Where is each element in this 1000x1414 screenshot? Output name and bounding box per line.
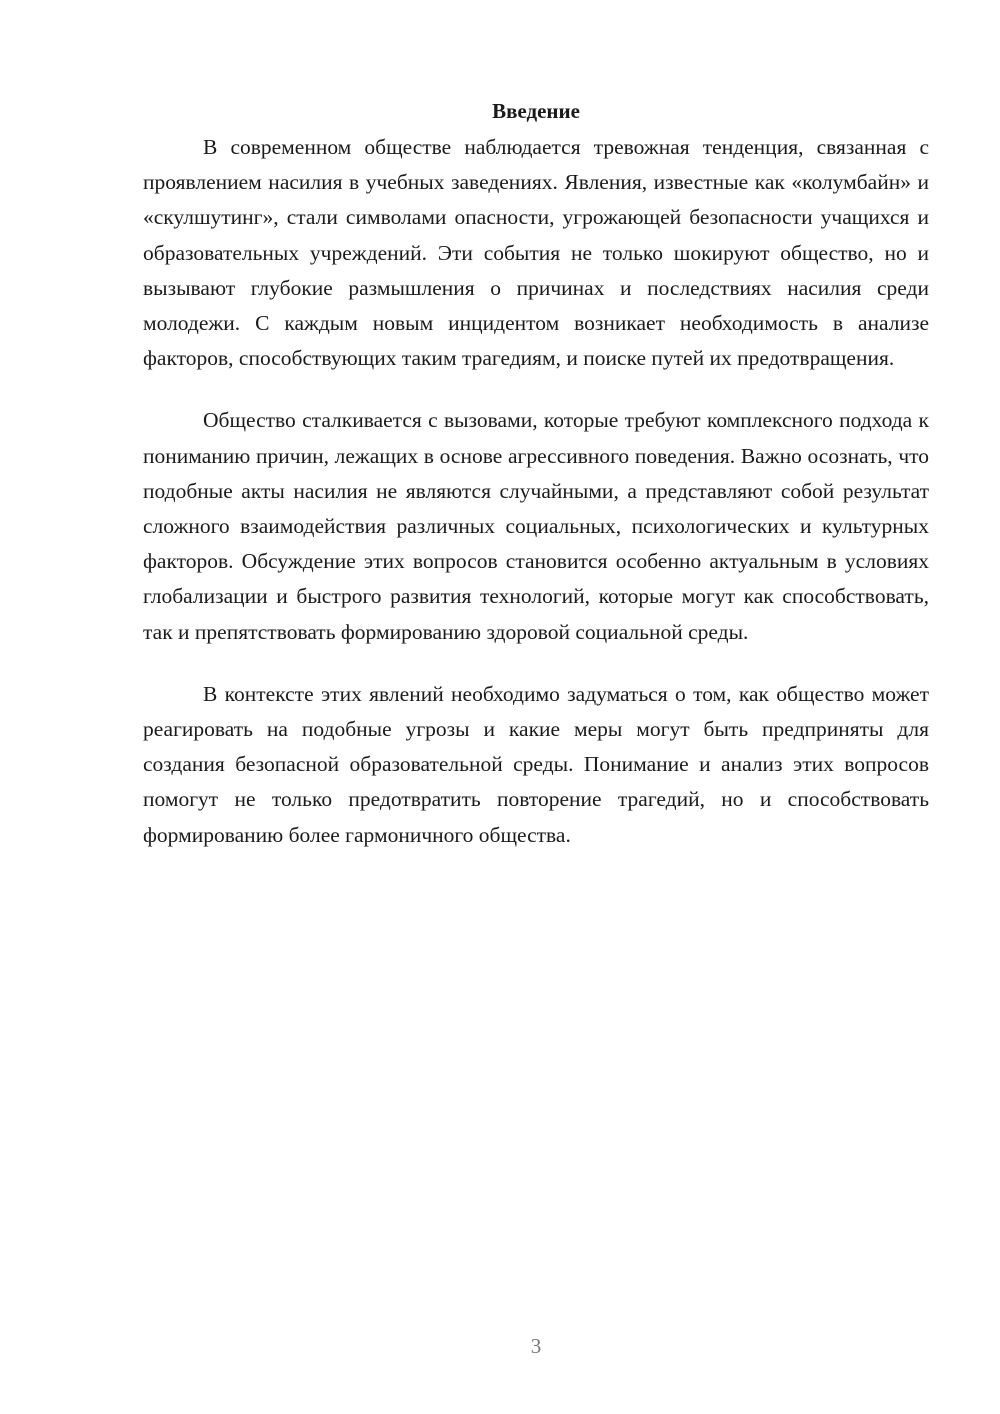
section-title: Введение (492, 99, 580, 123)
paragraph-3: В контексте этих явлений необходимо задуматься о том, как общество может реагировать на подобные угрозы и какие меры могут быть предприняты для создания безопасной образовательной среды. Понимание и анализ этих вопросов помогут не только предотвратить повторение трагедий, но и способствовать формированию более гармоничного общества. (143, 681, 929, 847)
document-body (143, 96, 929, 880)
paragraph-1: В современном обществе наблюдается тревожная тенденция, связанная с проявлением насилия в учебных заведениях. Явления, известные как «колумбайн» и «скулшутинг», стали символами опасности, угрожающей безопасности учащихся и образовательных учреждений. Эти события не только шокируют общество, но и вызывают глубокие размышления о причинах и последствиях насилия среди молодежи. С каждым новым инцидентом возникает необходимость в анализе факторов, способствующих таким трагедиям, и поиске путей их предотвращения. (143, 135, 929, 371)
paragraph-2: Общество сталкивается с вызовами, которые требуют комплексного подхода к пониманию причин, лежащих в основе агрессивного поведения. Важно осознать, что подобные акты насилия не являются случайными, а представляют собой результат сложного взаимодействия различных социальных, психологических и культурных факторов. Обсуждение этих вопросов становится особенно актуальным в условиях глобализации и быстрого развития технологий, которые могут как способствовать, так и препятствовать формированию здоровой социальной среды. (143, 408, 929, 644)
page-number: 3 (530, 1334, 542, 1358)
